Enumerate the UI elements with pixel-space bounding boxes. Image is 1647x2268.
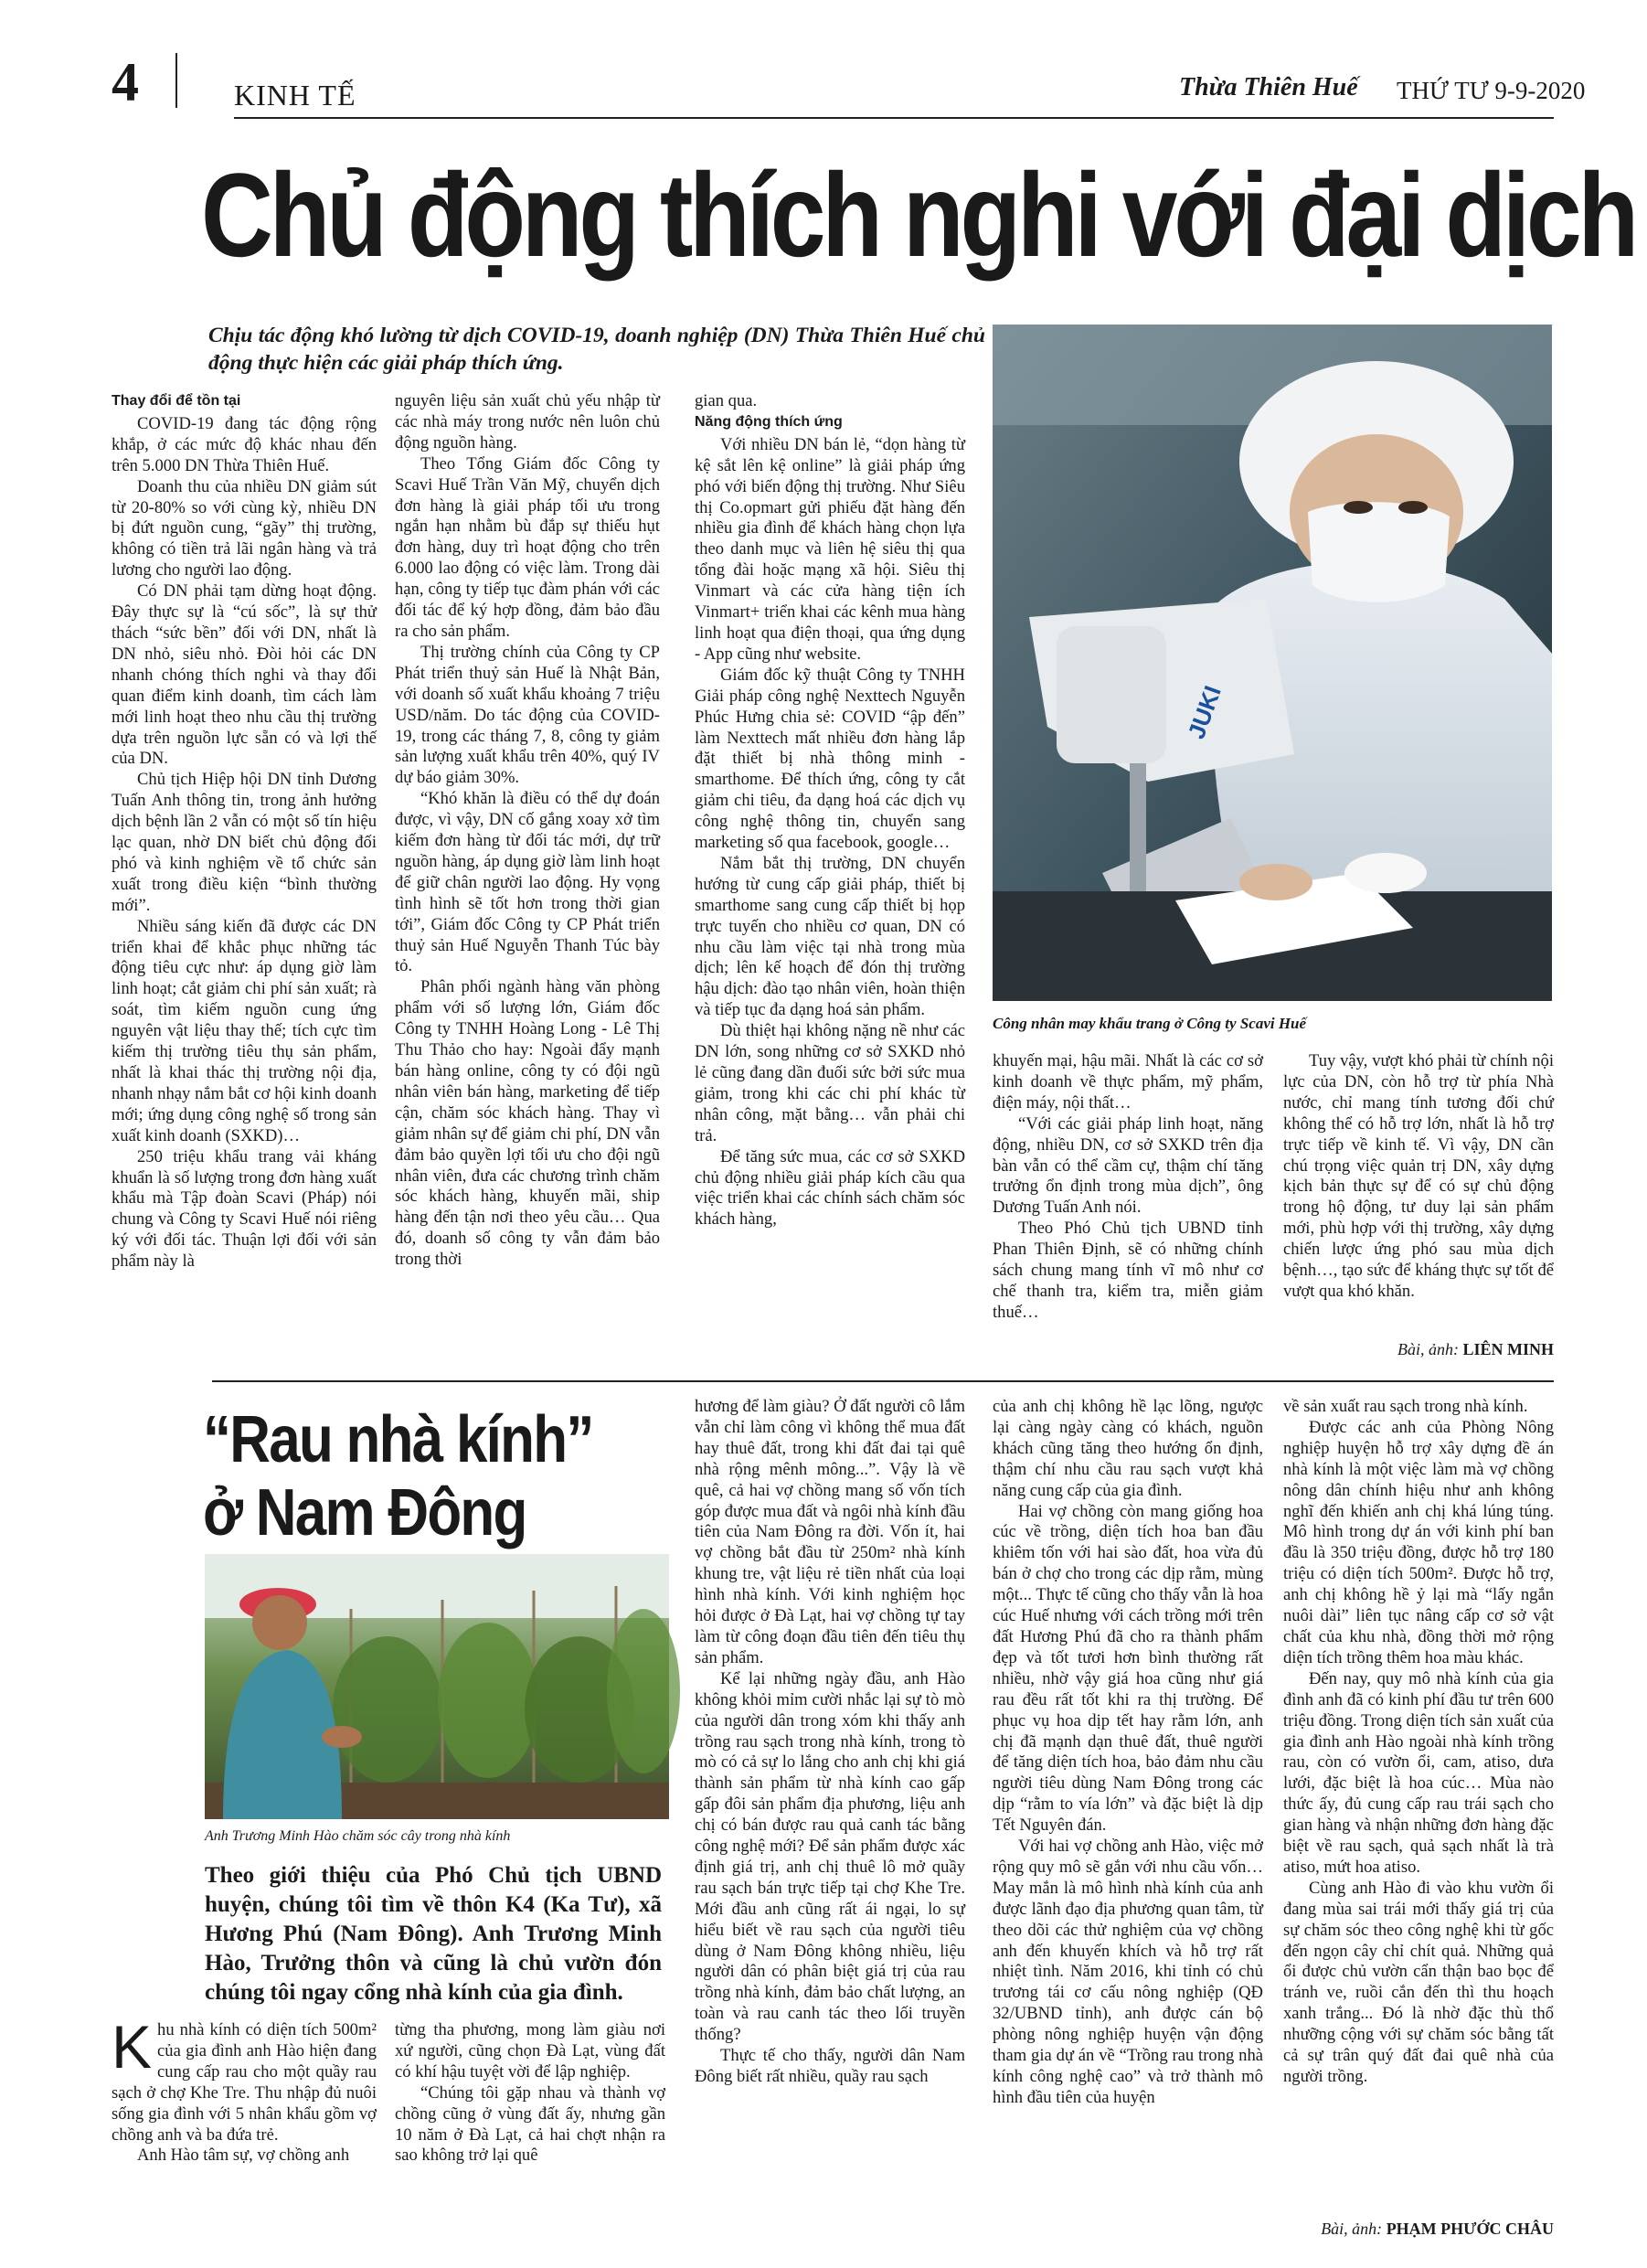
article1-col4	[993, 1051, 1263, 1324]
article1-sapo: Chịu tác động khó lường từ dịch COVID-19, doanh nghiệp (DN) Thừa Thiên Huế chủ động thực hiện các giải pháp thích ứng.	[208, 324, 985, 375]
paragraph: khuyến mại, hậu mãi. Nhất là các cơ sở kinh doanh về thực phẩm, mỹ phẩm, điện máy, nội thất…	[993, 1051, 1263, 1113]
byline-label: Bài, ảnh:	[1321, 2220, 1383, 2238]
paragraph: “Với các giải pháp linh hoạt, năng động, nhiều DN, cơ sở SXKD trên địa bàn vẫn có thể cầm cự, thậm chí tăng trưởng ổn định trong mùa dịch”, ông Dương Tuấn Anh nói.	[993, 1113, 1263, 1218]
headline-line: ở Nam Đông	[203, 1476, 526, 1549]
paragraph: Theo Phó Chủ tịch UBND tỉnh Phan Thiên Định, sẽ có những chính sách chung mang tính vĩ mô như cơ chế thanh tra, kiểm tra, miễn giảm thuế…	[993, 1219, 1263, 1322]
paragraph: Hai vợ chồng còn mang giống hoa cúc về trồng, diện tích hoa ban đầu khiêm tốn với hai sào đất, hoa vừa đủ bán ở chợ cho trong các dịp rằm, mùng một... Thực tế cũng cho thấy vẫn là hoa cúc Huế nhưng với cách trồng mới trên đất Hương Phú đã cho ra thành phẩm đẹp và tốt tươi hơn bình thường rất nhiều, nhờ vậy giá hoa cũng như giá rau đều rất tốt khi ra thị trường. Để phục vụ hoa dịp tết hay rằm lớn, anh chị đã mạnh dạn thuê đất, thuê người để tăng diện tích hoa, bảo đảm nhu cầu người tiêu dùng Nam Đông trong các dịp “rằm to vía lớn” và đặc biệt là dịp Tết Nguyên đán.	[993, 1501, 1263, 1836]
paragraph: Kể lại những ngày đầu, anh Hào không khỏi mỉm cười nhắc lại sự tò mò của người dân trong xóm khi thấy anh trồng rau sạch trong nhà kính, trong tò mò có cả sự lo lắng cho anh chị khi giá thành sản phẩm từ nhà kính cao gấp gấp đôi sản phẩm địa phương, liệu anh chị có bán được rau quả canh tác bằng công nghệ mới? Để sản phẩm được xác định giá trị, anh chị thuê lô mở quầy rau sạch bán trực tiếp tại chợ Khe Tre. Mới đầu anh cũng rất ái ngại, lo sự hiểu biết về rau sạch của người tiêu dùng ở Nam Đông không nhiều, liệu người dân có phân biệt giá trị của rau trồng nhà kính, đảm bảo chất lượng, an toàn và rau canh tác theo lối truyền thống?	[695, 1668, 965, 2045]
article2-col4	[993, 1397, 1263, 2109]
paragraph: Theo Tổng Giám đốc Công ty Scavi Huế Trần Văn Mỹ, chuyển dịch đơn hàng là giải pháp tối ưu trong ngắn hạn nhằm bù đắp sự thiếu hụt đơn hàng, duy trì hoạt động cho trên 6.000 lao động có việc làm. Trong dài hạn, công ty tiếp tục đàm phán với các đối tác để ký hợp đồng, đảm bảo đầu ra cho sản phẩm.	[395, 453, 660, 641]
paragraph: Nắm bắt thị trường, DN chuyển hướng từ cung cấp giải pháp, thiết bị smarthome sang cung cấp thiết bị họp trực tuyến cho nhiều cơ quan, DN có nhu cầu làm việc tại nhà trong mùa dịch; lên kế hoạch để đón thị trường hậu dịch: đào tạo nhân viên, hoàn thiện và tiếp tục đa dạng hoá sản phẩm.	[695, 853, 965, 1020]
paragraph: Tuy vậy, vượt khó phải từ chính nội lực của DN, còn hỗ trợ từ phía Nhà nước, chỉ mang tính tương đối chứ không thể có hỗ trợ lớn, nhất là hỗ trợ trực tiếp về kinh tế. Vì vậy, DN cần chú trọng việc quản trị DN, xây dựng kịch bản thực sự để có sự chủ động trong hộ động, tư duy lại sản phẩm mới, phù hợp với thị trường, xây dựng chiến lược ứng phó sau mùa dịch bệnh…, tạo sức để kháng thực sự tốt để vượt qua khó khăn.	[1283, 1051, 1554, 1301]
article2-caption: Anh Trương Minh Hào chăm sóc cây trong nhà kính	[205, 1828, 511, 1844]
byline-label: Bài, ảnh:	[1397, 1340, 1459, 1358]
paragraph: về sản xuất rau sạch trong nhà kính.	[1283, 1397, 1528, 1416]
garment-worker-photo	[993, 325, 1552, 1001]
article1-col5	[1283, 1051, 1554, 1303]
paragraph: của anh chị không hề lạc lõng, ngược lại càng ngày càng có khách, nguồn khách cũng tăng theo hướng ổn định, thậm chí nhu cầu rau sạch vượt khả năng cung cấp của gia đình.	[993, 1397, 1263, 1500]
article1-col2	[395, 391, 660, 1271]
subheading: Thay đổi để tồn tại	[112, 393, 241, 409]
paragraph: Nhiều sáng kiến đã được các DN triển khai để khắc phục những tác động tiêu cực như: áp dụng giờ làm linh hoạt; cắt giảm chi phí sản xuất; rà soát, tìm kiếm nguồn cung ứng nguyên vật liệu thay thế; tích cực tìm kiếm thị trường tiêu thụ sản phẩm, nhất là khai thác thị trường nội địa, nhanh nhạy nắm bắt cơ hội kinh doanh mới; ứng dụng công nghệ số trong sản xuất kinh doanh (SXKD)…	[112, 916, 377, 1145]
article2-headline	[203, 1403, 611, 1549]
header-divider	[175, 53, 177, 108]
article1-byline	[1283, 1340, 1554, 1359]
paragraph: Đến nay, quy mô nhà kính của gia đình anh đã có kinh phí đầu tư trên 600 triệu đồng. Trong diện tích sản xuất của gia đình anh Hào ngoài nhà kính trồng rau, còn có vườn ổi, cam, atiso, dưa lưới, đặc biệt là hoa cúc… Mùa nào thức ấy, đủ cung cấp rau trái sạch cho gian hàng và nhận những đơn hàng đặc biệt về rau sạch, quả sạch nhất là trà atiso, mứt hoa atiso.	[1283, 1668, 1554, 1877]
paragraph: từng tha phương, mong làm giàu nơi xứ người, cũng chọn Đà Lạt, vùng đất có khí hậu tuyệt vời để lập nghiệp.	[395, 2020, 665, 2082]
paragraph: “Chúng tôi gặp nhau và thành vợ chồng cũng ở vùng đất ấy, nhưng gần 10 năm ở Đà Lạt, cả hai chợt nhận ra sao không trở lại quê	[395, 2082, 665, 2166]
paragraph: Giám đốc kỹ thuật Công ty TNHH Giải pháp công nghệ Nexttech Nguyễn Phúc Hưng chia sẻ: COVID “ập đến” làm Nexttech mất nhiều đơn hàng lắp đặt thiết bị nhà thông minh - smarthome. Để thích ứng, công ty cắt giảm chi tiêu, đa dạng hoá các dịch vụ công nghệ thông tin, chuyển sang marketing số qua facebook, google…	[695, 665, 965, 853]
article2-col5	[1283, 1397, 1554, 2088]
drop-cap: K	[112, 2013, 153, 2081]
paragraph: COVID-19 đang tác động rộng khắp, ở các mức độ khác nhau đến trên 5.000 DN Thừa Thiên Huế.	[112, 413, 377, 475]
article-divider	[212, 1380, 1554, 1382]
page-number: 4	[112, 52, 139, 112]
paragraph: Có DN phải tạm dừng hoạt động. Đây thực sự là “cú sốc”, là sự thử thách “sức bền” đối với DN, nhất là DN nhỏ, siêu nhỏ. Đòi hỏi các DN nhanh chóng thích nghi và thay đổi quan điểm kinh doanh, tìm cách làm mới linh hoạt theo nhu cầu thị trường dựa trên nguồn lực sẵn có và lợi thế của DN.	[112, 581, 377, 769]
juki-logo: JUKI	[1182, 682, 1227, 743]
article2-col3	[695, 1397, 965, 2088]
paragraph: 250 triệu khẩu trang vải kháng khuẩn là số lượng trong đơn hàng xuất khẩu mà Tập đoàn Scavi (Pháp) nói chung và Công ty Scavi Huế nói riêng ký với đối tác. Thuận lợi đối với sản phẩm này là	[112, 1146, 377, 1272]
paragraph: Phân phối ngành hàng văn phòng phẩm với số lượng lớn, Giám đốc Công ty TNHH Hoàng Long - Lê Thị Thu Thảo cho hay: Ngoài đẩy mạnh bán hàng online, công ty có đội ngũ nhân viên bán hàng, marketing để tiếp cận, chăm sóc khách hàng. Thay vì giảm nhân sự để giảm chi phí, DN vẫn đảm bảo quyền lợi tối ưu cho đội ngũ nhân viên, đưa các chương trình chăm sóc khách hàng, khuyến mãi, ship hàng đến tận nơi theo yêu cầu… Qua đó, doanh số công ty vẫn đảm bảo trong thời	[395, 977, 660, 1270]
subheading: Năng động thích ứng	[695, 413, 843, 430]
paragraph: Với nhiều DN bán lẻ, “dọn hàng từ kệ sắt lên kệ online” là giải pháp ứng phó với biến động thị trường. Như Siêu thị Co.opmart gửi phiếu đặt hàng đến nhiều gia đình để khách hàng chọn lựa theo danh mục và liên hệ siêu thị qua tổng đài hoặc mạng xã hội. Siêu thị Vinmart và các cửa hàng tiện ích Vinmart+ triển khai các kênh mua hàng linh hoạt qua điện thoại, qua ứng dụng - App cũng như website.	[695, 434, 965, 664]
paragraph: Để tăng sức mua, các cơ sở SXKD chủ động nhiều giải pháp kích cầu qua việc triển khai các chính sách chăm sóc khách hàng,	[695, 1146, 965, 1230]
issue-date: THỨ TƯ 9-9-2020	[1397, 77, 1586, 104]
paragraph: Thực tế cho thấy, người dân Nam Đông biết rất nhiều, quầy rau sạch	[695, 2046, 965, 2086]
paragraph: Chủ tịch Hiệp hội DN tỉnh Dương Tuấn Anh thông tin, trong ảnh hưởng dịch bệnh lần 2 vẫn có một số tín hiệu lạc quan, nhờ DN biết chủ động đối phó và kinh nghiệm về tổ chức sản xuất trong điều kiện “bình thường mới”.	[112, 770, 377, 915]
article1-headline: Chủ động thích nghi với đại dịch	[201, 148, 1635, 282]
article2-sapo: Theo giới thiệu của Phó Chủ tịch UBND huyện, chúng tôi tìm về thôn K4 (Ka Tư), xã Hương Phú (Nam Đông). Anh Trương Minh Hào, Trưởng thôn và cũng là chủ vườn đón chúng tôi ngay cổng nhà kính của gia đình.	[205, 1863, 662, 2005]
article2-photo	[205, 1554, 669, 1819]
paragraph: nguyên liệu sản xuất chủ yếu nhập từ các nhà máy trong nước nên luôn chủ động nguồn hàng.	[395, 391, 660, 453]
paragraph: hu nhà kính có diện tích 500m² của gia đình anh Hào hiện đang cung cấp rau cho một quầy rau sạch ở chợ Khe Tre. Thu nhập đủ nuôi sống gia đình với 5 nhân khẩu gồm vợ chồng anh và ba đứa trẻ.	[112, 2020, 377, 2145]
author-name: LIÊN MINH	[1462, 1340, 1554, 1358]
article2-col2	[395, 2020, 665, 2167]
article2-col1	[112, 2013, 377, 2167]
article2-byline	[1283, 2220, 1554, 2239]
paragraph: Được các anh của Phòng Nông nghiệp huyện hỗ trợ xây dựng đề án nhà kính là một việc làm mà vợ chồng nông dân chính hiệu như anh không nghĩ đến khiến anh chị khá lúng túng. Mô hình trong dự án với kinh phí ban đầu là 350 triệu đồng, được hỗ trợ 180 triệu có diện tích 500m². Được hỗ trợ, anh chị không hề ỷ lại mà “lấy ngắn nuôi dài” liên tục nâng cấp cơ sở vật chất của khu nhà, đồng thời mở rộng diện tích trồng thêm hoa màu khác.	[1283, 1417, 1554, 1667]
section-title: KINH TẾ	[234, 79, 356, 112]
headline-line: “Rau nhà kính”	[203, 1403, 593, 1476]
paragraph: gian qua.	[695, 391, 758, 410]
article1-caption: Công nhân may khẩu trang ở Công ty Scavi Huế	[993, 1015, 1307, 1032]
paragraph: Dù thiệt hại không nặng nề như các DN lớn, song những cơ sở SXKD nhỏ lẻ cũng đang dần đuối sức bởi sức mua giảm, trong khi các chi phí khác từ nhân công, mặt bằng… vẫn phải chi trả.	[695, 1021, 965, 1145]
paragraph: Anh Hào tâm sự, vợ chồng anh	[137, 2146, 350, 2166]
article1-photo	[993, 325, 1552, 1001]
paragraph: Doanh thu của nhiều DN giảm sút từ 20-80% so với cùng kỳ, nhiều DN bị đứt nguồn cung, “gãy” thị trường, không có tiền trả lãi ngân hàng và trả lương cho người lao động.	[112, 476, 377, 580]
paragraph: Với hai vợ chồng anh Hào, việc mở rộng quy mô sẽ gắn với nhu cầu vốn… May mắn là mô hình nhà kính của anh được lãnh đạo địa phương quan tâm, từ theo dõi các thử nghiệm của vợ chồng anh đến khuyến khích và hỗ trợ rất nhiệt tình. Năm 2016, khi tỉnh có chủ trương tái cơ cấu nông nghiệp (QĐ 32/UBND tỉnh), anh được cán bộ phòng nông nghiệp huyện vận động tham gia dự án về “Trồng rau trong nhà kính công nghệ cao” và trở thành mô hình đầu tiên của huyện	[993, 1837, 1263, 2107]
author-name: PHẠM PHƯỚC CHÂU	[1386, 2220, 1554, 2238]
paragraph: hương để làm giàu? Ở đất người cô lắm vẫn chỉ làm công vì không thể mua đất hay thuê đất, trong khi đất đai tại quê nhà rộng mênh mông...”. Vậy là về quê, cả hai vợ chồng mang số vốn tích góp được mua đất và ngôi nhà kính đầu tiên của Nam Đông ra đời. Vốn ít, hai vợ chồng bắt đầu từ 250m² nhà kính khung tre, vật liệu rẻ tiền nhất của loại hình nhà kính. Với kinh nghiệm học hỏi được ở Đà Lạt, hai vợ chồng tự tay làm từ công đoạn đầu tiên đến tiêu thụ sản phẩm.	[695, 1397, 965, 1667]
article1-col1	[112, 391, 377, 1272]
header-rule	[234, 117, 1554, 119]
paragraph: Thị trường chính của Công ty CP Phát triển thuỷ sản Huế là Nhật Bản, với doanh số xuất khẩu khoảng 7 triệu USD/năm. Do tác động của COVID-19, trong các tháng 7, 8, công ty giảm sản lượng xuất khẩu trên 40%, quý IV dự báo giảm 30%.	[395, 642, 660, 788]
newspaper-name: Thừa Thiên Huế	[1179, 73, 1358, 101]
paragraph: Cùng anh Hào đi vào khu vườn ổi đang mùa sai trái mới thấy giá trị của sự chăm sóc theo công nghệ khi từ gốc đến ngọn cây chỉ chít quả. Những quả ổi được chủ vườn cẩn thận bao bọc để tránh ve, ruồi cắn đến thì thu hoạch xanh trắng... Đó là nhờ đặc thù thổ nhưỡng cộng với sự chăm sóc bằng tất cả sự trân quý đất đai quê nhà của người trồng.	[1283, 1878, 1554, 2086]
article1-col3	[695, 391, 965, 1230]
paragraph: “Khó khăn là điều có thể dự đoán được, vì vậy, DN cố gắng xoay xở tìm kiếm đơn hàng từ đối tác mới, dự trữ nguồn hàng, áp dụng giờ làm linh hoạt để giữ chân người lao động. Hy vọng tình hình sẽ tốt hơn trong thời gian tới”, Giám đốc Công ty CP Phát triển thuỷ sản Huế Nguyễn Thanh Túc bày tỏ.	[395, 789, 660, 976]
greenhouse-photo	[205, 1554, 669, 1819]
